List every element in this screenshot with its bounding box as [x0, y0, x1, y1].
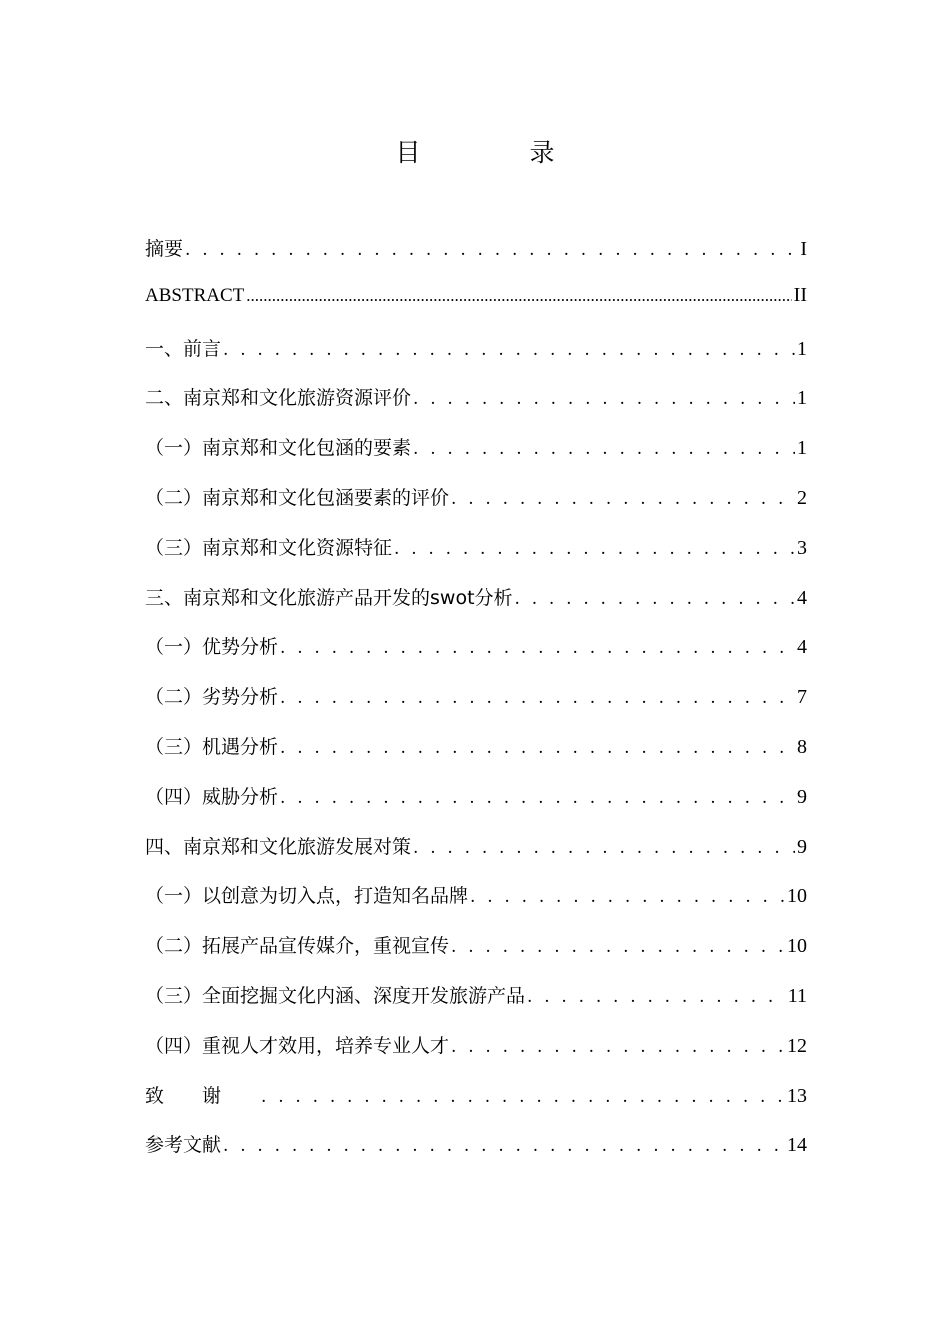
toc-entry-page-number: 4	[797, 636, 807, 659]
toc-entry-page-number: I	[800, 238, 807, 260]
toc-entry-label: （一）优势分析	[145, 636, 279, 659]
toc-dot-leader	[411, 838, 795, 858]
toc-dot-leader	[392, 539, 795, 559]
toc-dot-leader	[278, 738, 795, 758]
toc-entry-label: （二）南京郑和文化包涵要素的评价	[145, 486, 450, 509]
toc-entry-page-number: 10	[787, 885, 807, 908]
toc-entry[interactable]	[145, 583, 807, 633]
toc-dot-leader	[244, 286, 791, 306]
toc-entry[interactable]	[145, 931, 807, 981]
toc-entry[interactable]	[145, 284, 807, 334]
toc-entry-label: （二）劣势分析	[145, 686, 279, 709]
toc-dot-leader	[449, 489, 795, 509]
toc-entry-label: （三）南京郑和文化资源特征	[145, 536, 393, 559]
toc-entry-label: （四）威胁分析	[145, 785, 279, 808]
toc-entry[interactable]	[145, 632, 807, 682]
toc-entry-label: （一）以创意为切入点，打造知名品牌	[145, 885, 469, 908]
toc-dot-leader	[259, 1087, 785, 1107]
toc-dot-leader	[468, 887, 785, 907]
toc-dot-leader	[525, 987, 786, 1007]
toc-dot-leader	[411, 389, 795, 409]
toc-entry-page-number: 1	[797, 387, 807, 410]
toc-entry[interactable]	[145, 483, 807, 533]
toc-entry[interactable]	[145, 433, 807, 483]
toc-entry-label: 四、南京郑和文化旅游发展对策	[145, 835, 412, 858]
toc-entry[interactable]	[145, 732, 807, 782]
toc-entry-label: （三）全面挖掘文化内涵、深度开发旅游产品	[145, 984, 526, 1007]
toc-entry-page-number: 10	[787, 935, 807, 958]
toc-entry[interactable]	[145, 533, 807, 583]
toc-dot-leader	[278, 688, 795, 708]
toc-entry-label: 三、南京郑和文化旅游产品开发的swot分析	[145, 586, 513, 609]
toc-entry-label: ABSTRACT	[145, 284, 245, 306]
toc-entry-label: 致谢	[145, 1084, 260, 1107]
toc-dot-leader	[513, 589, 795, 609]
toc-entry[interactable]	[145, 782, 807, 832]
toc-entry-page-number: 1	[797, 437, 807, 460]
toc-entry[interactable]	[145, 832, 807, 882]
table-of-contents	[145, 234, 807, 1180]
toc-entry[interactable]	[145, 383, 807, 433]
toc-entry-label: （一）南京郑和文化包涵的要素	[145, 437, 412, 460]
toc-entry-label: 摘要	[145, 238, 184, 260]
toc-entry[interactable]	[145, 881, 807, 931]
toc-dot-leader	[411, 439, 795, 459]
toc-dot-leader	[278, 638, 795, 658]
toc-entry-page-number: 12	[787, 1034, 807, 1057]
toc-entry-page-number: 9	[797, 785, 807, 808]
toc-entry-label: （四）重视人才效用，培养专业人才	[145, 1034, 450, 1057]
toc-entry[interactable]	[145, 1031, 807, 1081]
toc-entry-label: 一、前言	[145, 337, 222, 360]
toc-entry[interactable]	[145, 981, 807, 1031]
toc-entry-page-number: 4	[797, 586, 807, 609]
toc-entry[interactable]	[145, 1081, 807, 1131]
toc-dot-leader	[449, 1037, 785, 1057]
toc-dot-leader	[278, 788, 795, 808]
toc-entry-page-number: 8	[797, 735, 807, 758]
toc-entry[interactable]	[145, 334, 807, 384]
toc-entry[interactable]	[145, 234, 807, 284]
toc-entry-label: （二）拓展产品宣传媒介，重视宣传	[145, 935, 450, 958]
toc-entry-label: （三）机遇分析	[145, 735, 279, 758]
toc-entry[interactable]	[145, 1130, 807, 1180]
toc-entry-page-number: 13	[787, 1084, 807, 1107]
toc-entry-page-number: 14	[787, 1134, 807, 1157]
toc-entry-page-number: 2	[797, 486, 807, 509]
toc-entry-label: 参考文献	[145, 1134, 222, 1157]
toc-title: 目 录	[395, 138, 597, 167]
toc-dot-leader	[221, 1136, 785, 1156]
toc-entry-page-number: 3	[797, 536, 807, 559]
toc-entry-label: 二、南京郑和文化旅游资源评价	[145, 387, 412, 410]
toc-entry-page-number: 1	[797, 337, 807, 360]
toc-dot-leader	[183, 240, 798, 260]
toc-dot-leader	[221, 340, 795, 360]
toc-dot-leader	[449, 937, 785, 957]
toc-entry-page-number: 7	[797, 686, 807, 709]
toc-entry[interactable]	[145, 682, 807, 732]
toc-entry-page-number: 9	[797, 835, 807, 858]
toc-entry-page-number: II	[793, 283, 807, 306]
toc-entry-page-number: 11	[787, 984, 807, 1007]
